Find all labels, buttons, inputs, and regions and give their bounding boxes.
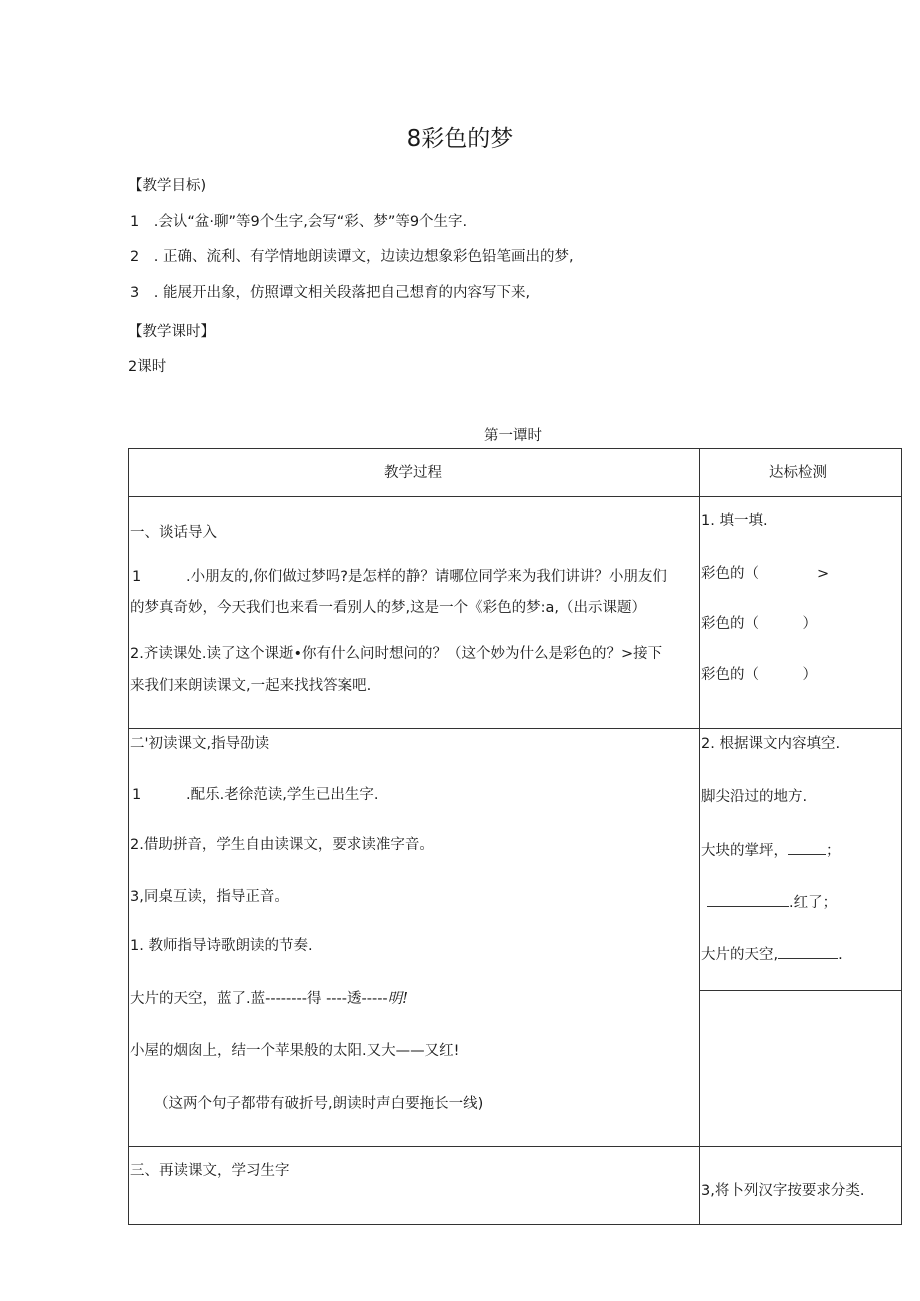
paragraph-text: 2.齐读课处.读了这个课逝•你有什么问时想问的？（这个妙为什么是彩色的？>接下 [130,646,663,662]
paragraph-text: .配乐.老徐范读,学生已出生字. [186,787,379,803]
poem-line-end: 明! [387,991,408,1007]
section-heading: 二'初读课文,指导劭读 [130,736,270,752]
objective-item-3: 3 . 能展开出象，仿照谭文相关段落把自己想育的内容写下来, [130,285,531,301]
blank [707,892,789,907]
check-line-end: . [838,947,843,963]
lesson-caption: 第一谭时 [484,428,542,444]
row-divider [699,990,901,991]
check-heading: 1. 填一填. [701,513,768,529]
check-line-end: ； [826,843,841,859]
row-divider [129,728,901,729]
page-title: 8彩色的梦 [406,126,514,152]
check-item: 彩色的（ ） [701,616,817,632]
paragraph-text: .小朋友的,你们做过梦吗?是怎样的静？请哪位同学来为我们讲讲？小朋友们 [186,569,667,585]
poem-line [130,989,408,1009]
check-heading: 3,将卜列汉字按要求分类. [701,1183,865,1199]
check-line [701,944,843,965]
lesson-table [128,448,902,1225]
blank [788,840,826,855]
paragraph-number: 1 [132,569,142,585]
objective-item-1: 1 .会认“盆·聊”等9个生字,会写“彩、梦”等9个生字. [130,214,468,230]
check-item: 彩色的（ ） [701,667,817,683]
blank [778,944,838,959]
column-divider [699,449,700,1224]
objectives-heading: 【教学目标) [128,178,207,194]
poem-line: 小屋的烟囱上，结一个苹果般的太阳.又大——又红! [130,1043,460,1059]
check-line-end: .红了； [789,895,838,911]
row-divider [129,1146,901,1147]
section-heading: 一、谈话导入 [130,525,217,541]
column-header-process: 教学过程 [384,465,442,481]
check-item: 彩色的（ > [701,566,830,582]
poem-line-text: 大片的天空，蓝了.蓝--------得 ----透----- [130,991,388,1007]
check-line-text: 大片的天空, [701,947,779,963]
paragraph-text: 的梦真奇妙，今天我们也来看一看别人的梦,这是一个《彩色的梦:a,（出示课题） [130,600,646,616]
paragraph-note: （这两个句子都带有破折号,朗读时声白要拖长一线) [154,1096,484,1112]
paragraph-text: 2.借助拼音，学生自由读课文，要求读准字音。 [130,837,434,853]
check-line [707,892,837,913]
hours-value: 2课时 [128,359,167,375]
paragraph-text: 3,同桌互读，指导正音。 [130,889,289,905]
objective-item-2: 2 . 正确、流利、有学情地朗读谭文，边读边想象彩色铅笔画出的梦, [130,249,574,265]
paragraph-text: 来我们来朗读课文,一起来找找答案吧. [130,678,372,694]
check-line: 脚尖沿过的地方. [701,789,808,805]
check-line [701,840,841,861]
paragraph-number: 1 [132,787,142,803]
paragraph-text: 1. 教师指导诗歌朗读的节奏. [130,938,313,954]
check-heading: 2. 根据课文内容填空. [701,736,841,752]
section-heading: 三、再读课文，学习生字 [130,1163,290,1179]
row-divider [129,496,901,497]
check-line-text: 大块的掌坪， [701,843,788,859]
column-header-check: 达标检测 [769,465,827,481]
hours-heading: 【教学课时】 [128,324,215,340]
